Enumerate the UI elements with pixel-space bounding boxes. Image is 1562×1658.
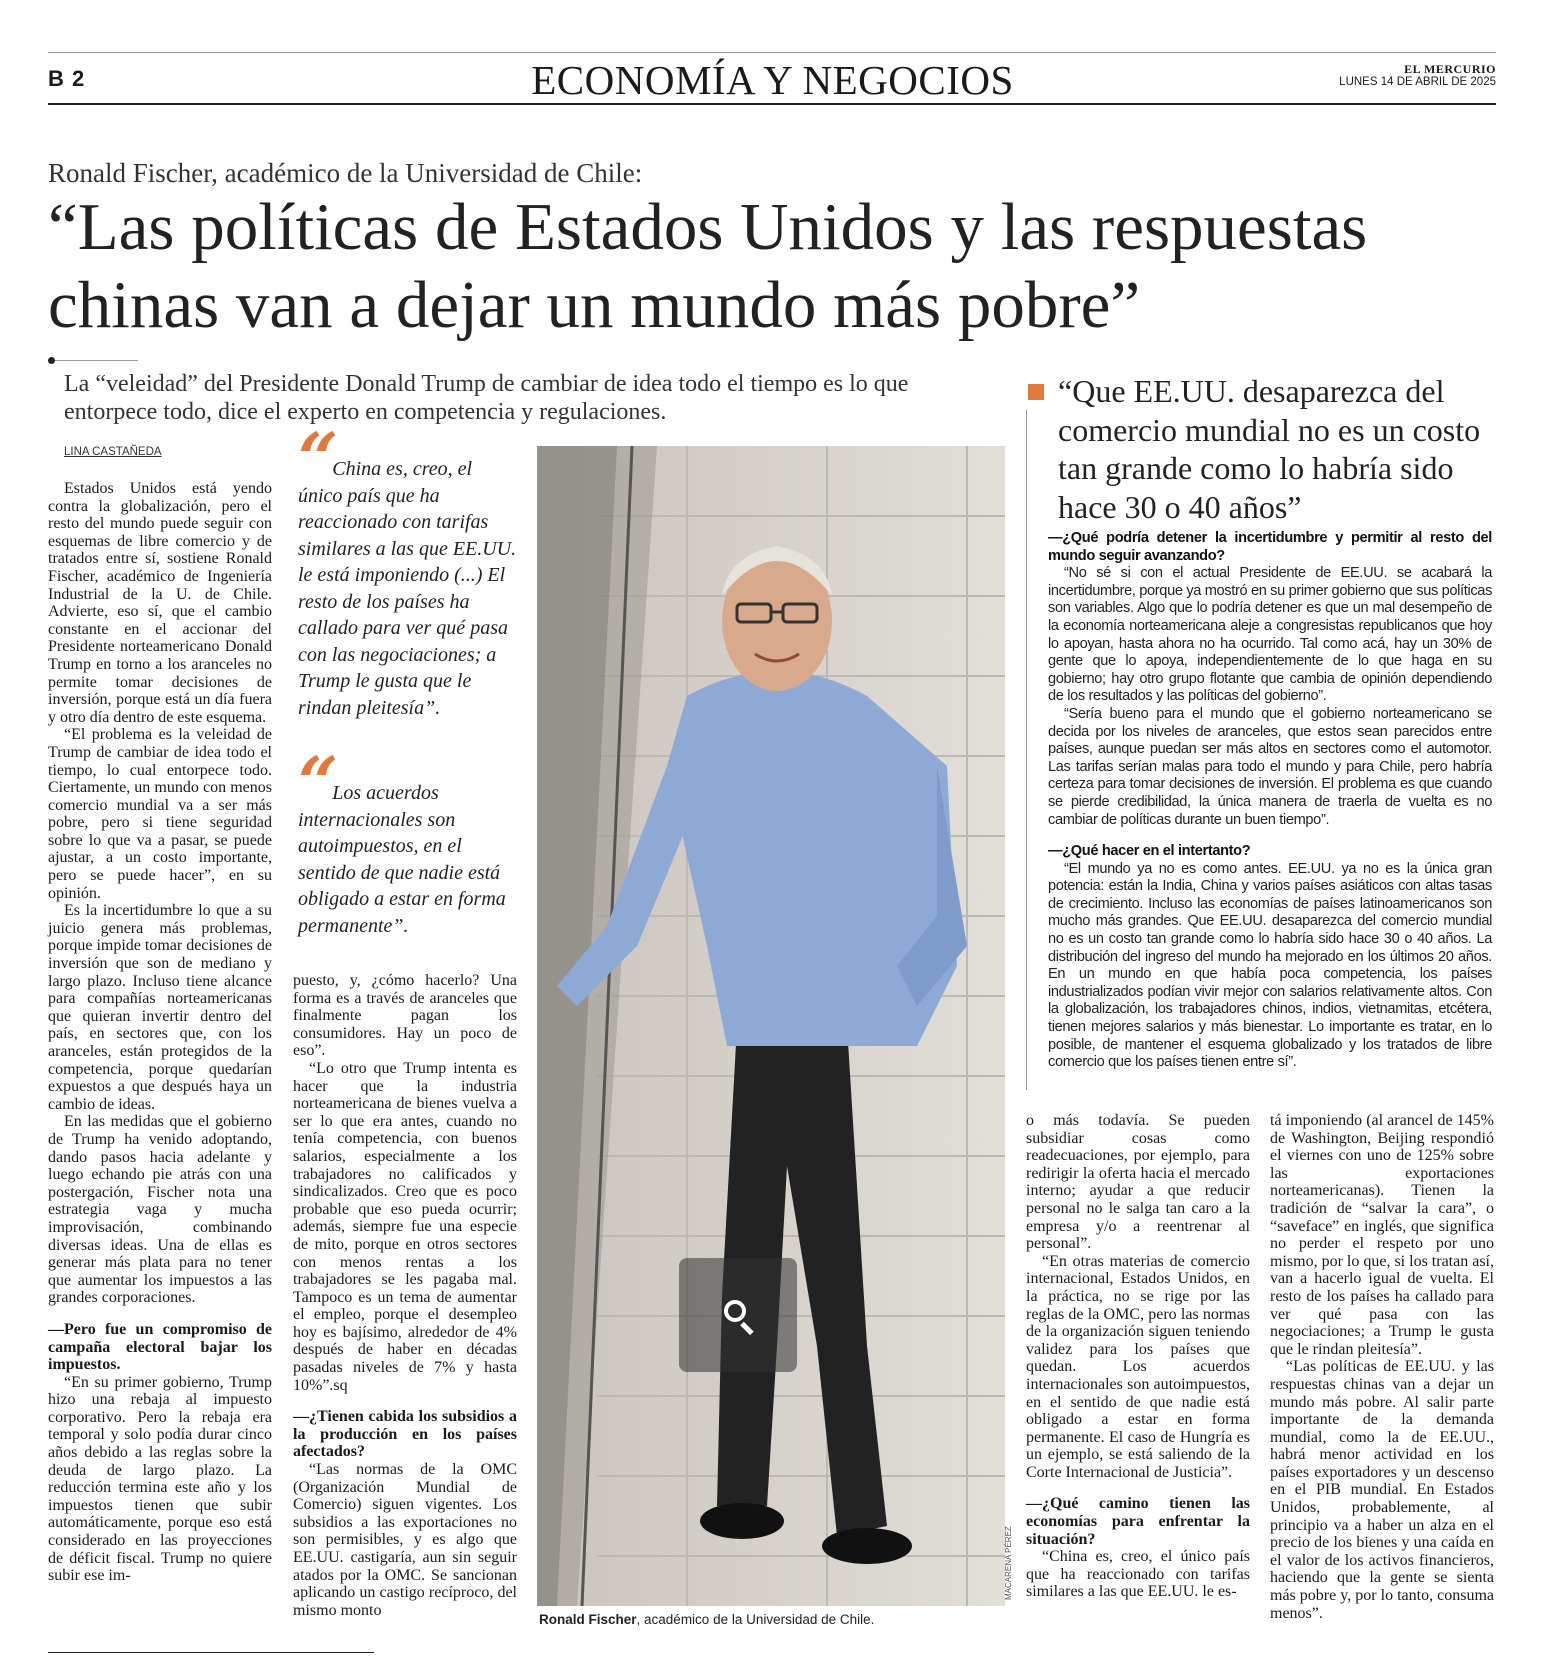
headline-line-1: “Las políticas de Estados Unidos y las respuestas (48, 190, 1368, 264)
masthead-rule (48, 103, 1496, 105)
column-4 (1270, 1112, 1494, 1622)
portrait-photo (537, 446, 1005, 1606)
paragraph: “China es, creo, el único país que ha reaccionado con tarifas similares a las que EE.UU. le es- (1026, 1548, 1250, 1601)
sidebar-bullet (1028, 384, 1044, 400)
lead-rule (48, 360, 138, 361)
section-title: ECONOMÍA Y NEGOCIOS (531, 57, 1014, 103)
pull-quote-2: “ Los acuerdos internacionales son autoimpuestos, en el sentido de que nadie está obligado a estar en forma permanente”. (298, 741, 506, 937)
lead: La “veleidad” del Presidente Donald Trump de cambiar de idea todo el tiempo es lo que entorpece todo, dice el experto en competencia y regulaciones. (64, 371, 909, 425)
interview-question: —¿Tienen cabida los subsidios a la producción en los países afectados? (293, 1408, 517, 1461)
caption-text: , académico de la Universidad de Chile. (636, 1612, 875, 1627)
paragraph: tá imponiendo (al arancel de 145% de Washington, Beijing respondió el viernes con uno de 125% sobre las exportaciones norteamericanas). Tienen la tradición de “salvar la cara”, o “saveface” en inglés, que significa no perder el respeto por uno mismo, por lo que, si los tratan así, van a hacerlo igual de vuelta. El resto de los países ha callado para ver qué pasa con las negociaciones; a Trump le gusta que le rindan pleitesía”. (1270, 1112, 1494, 1358)
column-3 (1026, 1112, 1250, 1601)
interview-question: —¿Qué hacer en el intertanto? (1048, 843, 1251, 860)
paragraph: puesto, y, ¿cómo hacerlo? Una forma es a través de aranceles que finalmente pagan los consumidores. Hay un poco de eso”. (293, 972, 517, 1060)
sidebar-title: “Que EE.UU. desaparezca del comercio mundial no es un costo tan grande como lo habría sido hace 30 o 40 años” (1058, 373, 1481, 525)
lead-dot (48, 357, 55, 364)
paragraph: “Lo otro que Trump intenta es hacer que la industria norteamericana de bienes vuelva a ser lo que era antes, cuando no tenía competencia, con buenos salarios, especialmente a los trabajadores no calificados y sindicalizados. Creo que es poco probable que eso pueda ocurrir; además, siempre fue una especie de mito, porque en otros sectores con menos rentas a los trabajadores se les pagaba mal. Tampoco es un tema de aumentar el empleo, porque el desempleo hoy es bajísimo, alrededor de 4% después de haber en décadas pasadas niveles de 7% y hasta 10%”.sq (293, 1059, 517, 1394)
byline: LINA CASTAÑEDA (64, 446, 162, 458)
photo-credit: MACARENA PÉREZ (1004, 1526, 1013, 1600)
column-1 (48, 480, 272, 1585)
paragraph: Estados Unidos está yendo contra la globalización, pero el resto del mundo puede seguir con esquemas de libre comercio y de tratados entre sí, sostiene Ronald Fischer, académico de Ingeniería Industrial de la U. de Chile. Advierte, eso sí, que el cambio constante en el accionar del Presidente norteamericano Donald Trump en torno a los aranceles no permite tomar decisiones de inversión, porque está un día fuera y otro día dentro de este esquema. (48, 480, 272, 726)
paragraph: “Las normas de la OMC (Organización Mundial de Comercio) siguen vigentes. Los subsidios a las exportaciones no son permisibles, y es algo que EE.UU. castigaría, aun sin seguir atados por la OMC. Se sancionan aplicando un castigo recíproco, del mismo monto (293, 1461, 517, 1619)
sidebar-rule (1026, 410, 1027, 1090)
quote-mark-icon: “ (298, 417, 329, 500)
pull-quote-1: “ China es, creo, el único país que ha reaccionado con tarifas similares a las que EE.UU. le está imponiendo (...) El resto de los países ha callado para ver qué pasa con las negociaciones; a Trump le gusta que le rindan pleitesía”. (298, 417, 517, 719)
caption-name: Ronald Fischer (539, 1612, 637, 1627)
paragraph: “En otras materias de comercio internacional, Estados Unidos, en la práctica, no se rige por las reglas de la OMC, pero las normas de la organización siguen teniendo validez para los países que quedan. Los acuerdos internacionales son autoimpuestos, en el sentido de que nadie está obligado a estar en forma permanente. El caso de Hungría es un ejemplo, se está saliendo de la Corte Internacional de Justicia”. (1026, 1252, 1250, 1481)
portrait-illustration (537, 446, 1005, 1606)
interview-question: —¿Qué podría detener la incertidumbre y permitir al resto del mundo seguir avanzando? (1048, 530, 1492, 564)
quote-mark-icon: “ (298, 741, 329, 824)
paragraph: “El mundo ya no es como antes. EE.UU. ya no es la única gran potencia: están la India, China y varios países asiáticos con altas tasas de crecimiento. Incluso las economías de países latinoamericanos son mucho más grandes. Que EE.UU. desaparezca del comercio mundial no es un costo tan grande como lo habría sido hace 30 o 40 años. La distribución del ingreso del mundo ha mejorado en los últimos 20 años. En un mundo en que había poca competencia, los países industrializados podían vivir mejor con salarios relativamente altos. Con la globalización, los trabajadores chinos, indios, vietnamitas, etcétera, tienen mejores salarios y más bienestar. Lo importante es tratar, en lo posible, de mantener el esquema globalizado y los tratados de libre comercio que los países tienen entre sí”. (1048, 860, 1492, 1071)
headline-line-2: chinas van a dejar un mundo más pobre” (48, 268, 1141, 342)
sidebar-body (1048, 530, 1492, 1072)
interview-question: —¿Qué camino tienen las economías para enfrentar la situación? (1026, 1495, 1250, 1548)
paragraph: “Sería bueno para el mundo que el gobierno norteamericano se decida por los niveles de aranceles, que estos sean parecidos entre países, aunque puedan ser más altos en sectores como el automotor. Las tarifas serían malas para todo el mundo y para Chile, pero habría certeza para tomar decisiones de inversión. El problema es que cuando se pierde credibilidad, la única manera de traerla de vuelta es no cambiar de políticas durante un buen tiempo”. (1048, 705, 1492, 828)
paragraph: “No sé si con el actual Presidente de EE.UU. se acabará la incertidumbre, porque ya mostró en su primer gobierno que sus políticas son variables. Algo que lo podría detener es que un mal desempeño de la economía norteamericana aleje a congresistas republicanos que hoy lo apoyan, hasta ahora no ha ocurrido. Tal como acá, hay un 30% de gente que lo apoya, independientemente de lo que haga en su gobierno; hay otro grupo flotante que cambia de opinión dependiendo de los resultados y las políticas del gobierno”. (1048, 565, 1493, 705)
paragraph: o más todavía. Se pueden subsidiar cosas como readecuaciones, por ejemplo, para redirigir la oferta hacia el mercado interno; ayudar a que reducir personal no le salga tan caro a la empresa y/o a reentrenar al personal”. (1026, 1112, 1250, 1253)
magnifier-icon[interactable] (722, 1298, 758, 1334)
column-2 (293, 972, 517, 1619)
paragraph: En las medidas que el gobierno de Trump ha venido adoptando, dando pasos hacia adelante y luego echando pie atrás con una postergación, Fischer nota una estrategia vaga y mucha improvisación, combinando diversas ideas. Una de ellas es generar más plata para no tener que aumentar los impuestos a las grandes corporaciones. (48, 1113, 272, 1307)
paper-name: EL MERCURIO (1404, 62, 1496, 76)
paragraph: “En su primer gobierno, Trump hizo una rebaja al impuesto corporativo. Pero la rebaja era temporal y solo podía durar cinco años debido a las reglas sobre la deuda de largo plazo. La reducción termina este año y los impuestos tienen que subir automáticamente, porque eso está considerado en las proyecciones de déficit fiscal. Trump no quiere subir ese im- (48, 1373, 272, 1585)
paragraph: Es la incertidumbre lo que a su juicio genera más problemas, porque impide tomar decisiones de inversión que son de mediano y largo plazo. Incluso tiene alcance para compañías norteamericanas que quieran invertir dentro del país, en sectores que, con los aranceles, están protegidos de la competencia, porque quedarían expuestos a que después haya un cambio de ideas. (48, 902, 272, 1113)
kicker: Ronald Fischer, académico de la Universidad de Chile: (48, 158, 643, 188)
photo-caption (539, 1612, 874, 1627)
page-number: B 2 (48, 66, 86, 91)
bottom-rule (48, 1652, 374, 1653)
top-rule (48, 52, 1496, 53)
interview-question: —Pero fue un compromiso de campaña electoral bajar los impuestos. (48, 1320, 272, 1374)
paragraph: “Las políticas de EE.UU. y las respuestas chinas van a dejar un mundo más pobre. Al salir parte importante de la demanda mundial, como la de EE.UU., habrá menor actividad en los países exportadores y un descenso en el PIB mundial. En Estados Unidos, probablemente, al principio va a haber un alza en el precio de los bienes y una caída en el valor de los activos financieros, haciendo que la gente se sienta más pobre y, por lo tanto, consuma menos”. (1270, 1358, 1494, 1622)
issue-date: LUNES 14 DE ABRIL DE 2025 (1339, 76, 1496, 88)
paragraph: “El problema es la veleidad de Trump de cambiar de idea todo el tiempo, lo cual entorpece todo. Ciertamente, un mundo con menos comercio mundial va a ser más pobre, pero si tiene seguridad sobre lo que va a pasar, se puede ajustar, a un costo importante, pero se puede hacer”, en su opinión. (48, 726, 272, 902)
